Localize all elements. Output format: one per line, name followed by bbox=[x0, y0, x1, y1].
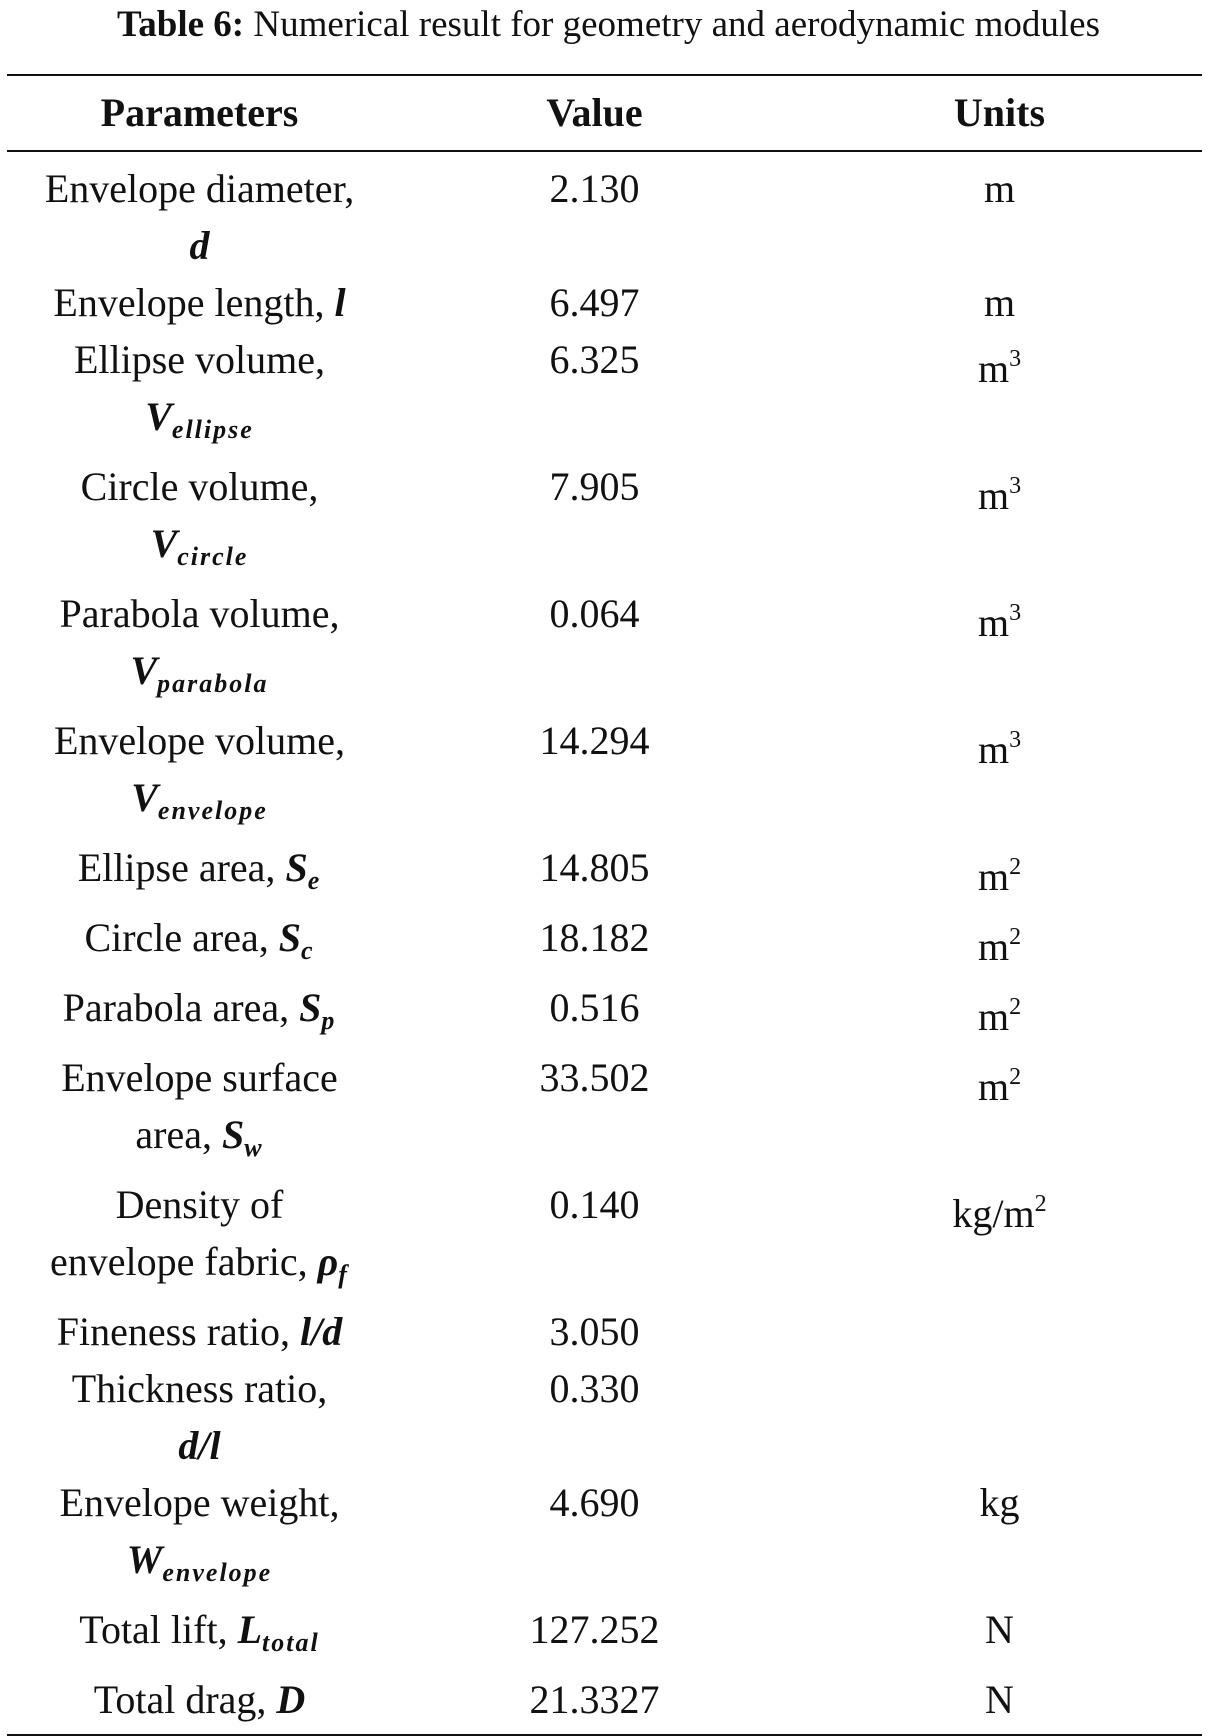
parameter-cell bbox=[7, 1176, 392, 1303]
parameter-subscript: envelope bbox=[157, 796, 268, 825]
parameter-name: Envelope weight, bbox=[59, 1480, 340, 1525]
table-row bbox=[7, 1303, 1202, 1360]
units-cell: $kg/m^2$ bbox=[952, 1191, 1047, 1236]
unit-exponent: 2 bbox=[1009, 924, 1022, 950]
table-row bbox=[7, 1474, 1202, 1601]
units-cell: $m^2$ bbox=[977, 924, 1022, 969]
value-cell: 127.252 bbox=[529, 1607, 660, 1652]
parameter-cell bbox=[7, 1474, 392, 1601]
parameter-symbol: $W_{envelope}$ bbox=[126, 1537, 273, 1587]
table-header-row bbox=[7, 76, 1202, 150]
table-body bbox=[7, 152, 1202, 1734]
table-row bbox=[7, 1360, 1202, 1474]
parameter-subscript: ellipse bbox=[171, 415, 254, 444]
value-cell: 14.805 bbox=[539, 845, 650, 890]
parameter-name: Thickness ratio, bbox=[71, 1366, 328, 1411]
parameter-symbol: $V_{parabola}$ bbox=[130, 648, 269, 698]
parameter-name: Density of bbox=[115, 1182, 284, 1227]
units-cell bbox=[797, 1360, 1202, 1474]
table-row bbox=[7, 909, 1202, 979]
parameter-cell bbox=[7, 1360, 392, 1474]
parameter-cell bbox=[7, 1049, 392, 1176]
parameter-name: Envelope volume, bbox=[53, 718, 346, 763]
parameter-name: Envelope surface bbox=[61, 1055, 338, 1100]
table-row bbox=[7, 458, 1202, 585]
table-row bbox=[7, 274, 1202, 331]
parameter-name: Parabola volume, bbox=[59, 591, 340, 636]
unit-exponent: 3 bbox=[1009, 473, 1022, 499]
units-cell: $m^2$ bbox=[977, 854, 1022, 899]
table-row bbox=[7, 712, 1202, 839]
value-cell: 14.294 bbox=[539, 718, 650, 763]
parameter-symbol: $V_{circle}$ bbox=[150, 521, 249, 571]
parameter-subscript: parabola bbox=[157, 669, 269, 698]
unit-exponent: 3 bbox=[1009, 600, 1022, 626]
table-row bbox=[7, 979, 1202, 1049]
value-cell: 21.3327 bbox=[529, 1677, 660, 1722]
value-cell: 0.330 bbox=[549, 1366, 640, 1411]
value-cell: 3.050 bbox=[549, 1309, 640, 1354]
unit-exponent: 3 bbox=[1009, 727, 1022, 753]
parameter-symbol: $L_{total}$ bbox=[237, 1607, 320, 1657]
value-cell: 0.516 bbox=[549, 985, 640, 1030]
value-cell: 6.325 bbox=[549, 337, 640, 382]
value-cell: 7.905 bbox=[549, 464, 640, 509]
parameter-name: Fineness ratio, bbox=[56, 1309, 301, 1354]
parameter-symbol: d bbox=[189, 223, 210, 268]
value-cell: 4.690 bbox=[549, 1480, 640, 1525]
parameter-name-cont: envelope fabric, bbox=[50, 1239, 318, 1284]
parameter-subscript: p bbox=[321, 1006, 337, 1035]
parameter-symbol: $\rho_f$ bbox=[317, 1239, 349, 1289]
parameter-name: Circle volume, bbox=[80, 464, 319, 509]
units-cell bbox=[797, 1303, 1202, 1360]
value-cell: 2.130 bbox=[549, 166, 640, 211]
parameter-subscript: circle bbox=[177, 542, 249, 571]
parameter-symbol: $S_p$ bbox=[299, 985, 337, 1035]
parameter-cell bbox=[7, 712, 392, 839]
table-caption bbox=[0, 0, 1217, 48]
units-cell: m bbox=[983, 280, 1016, 325]
results-table bbox=[7, 74, 1202, 1736]
parameter-subscript: w bbox=[244, 1133, 264, 1162]
parameter-cell bbox=[7, 274, 392, 331]
value-cell: 6.497 bbox=[549, 280, 640, 325]
header-units: Units bbox=[953, 90, 1046, 135]
parameter-cell bbox=[7, 839, 392, 909]
units-cell: N bbox=[985, 1677, 1014, 1722]
parameter-symbol: $V_{ellipse}$ bbox=[145, 394, 254, 444]
value-cell: 0.064 bbox=[549, 591, 640, 636]
parameter-cell bbox=[7, 1303, 392, 1360]
table-row bbox=[7, 1176, 1202, 1303]
unit-exponent: 2 bbox=[1034, 1191, 1047, 1217]
parameter-name: Ellipse area, bbox=[77, 845, 286, 890]
units-cell: $m^2$ bbox=[977, 994, 1022, 1039]
parameter-name-cont: area, bbox=[135, 1112, 222, 1157]
parameter-name: Total lift, bbox=[79, 1607, 238, 1652]
units-cell: $m^3$ bbox=[977, 346, 1022, 391]
parameter-cell bbox=[7, 979, 392, 1049]
parameter-cell bbox=[7, 1601, 392, 1671]
parameter-name: Parabola area, bbox=[62, 985, 300, 1030]
header-parameters: Parameters bbox=[100, 90, 299, 135]
parameter-symbol: $S_c$ bbox=[278, 915, 315, 965]
parameter-subscript: total bbox=[262, 1628, 320, 1657]
units-cell: $m^3$ bbox=[977, 473, 1022, 518]
units-cell: N bbox=[985, 1607, 1014, 1652]
value-cell: 18.182 bbox=[539, 915, 650, 960]
parameter-subscript: e bbox=[307, 866, 322, 895]
parameter-symbol: l/d bbox=[300, 1309, 343, 1354]
table-row bbox=[7, 1601, 1202, 1671]
parameter-symbol: d/l bbox=[178, 1423, 221, 1468]
parameter-symbol: D bbox=[276, 1677, 306, 1722]
table-row bbox=[7, 331, 1202, 458]
units-cell: $m^3$ bbox=[977, 727, 1022, 772]
units-cell: $m^3$ bbox=[977, 600, 1022, 645]
parameter-subscript: c bbox=[301, 936, 315, 965]
units-cell: $m^2$ bbox=[977, 1064, 1022, 1109]
unit-exponent: 2 bbox=[1009, 994, 1022, 1020]
unit-exponent: 2 bbox=[1009, 1064, 1022, 1090]
caption-text: Numerical result for geometry and aerodynamic modules bbox=[244, 4, 1100, 45]
parameter-name: Total drag, bbox=[93, 1677, 277, 1722]
table-row bbox=[7, 160, 1202, 274]
parameter-subscript: f bbox=[338, 1260, 349, 1289]
units-cell: kg bbox=[979, 1480, 1020, 1525]
parameter-symbol: $S_w$ bbox=[222, 1112, 264, 1162]
parameter-symbol: $V_{envelope}$ bbox=[131, 775, 268, 825]
parameter-name: Envelope length, bbox=[53, 280, 335, 325]
value-cell: 33.502 bbox=[539, 1055, 650, 1100]
table-row bbox=[7, 1671, 1202, 1728]
parameter-symbol: $S_e$ bbox=[285, 845, 322, 895]
unit-exponent: 2 bbox=[1009, 854, 1022, 880]
parameter-cell bbox=[7, 1671, 392, 1728]
parameter-cell bbox=[7, 585, 392, 712]
parameter-cell bbox=[7, 458, 392, 585]
parameter-cell bbox=[7, 909, 392, 979]
parameter-symbol: l bbox=[334, 280, 346, 325]
header-value: Value bbox=[546, 90, 643, 135]
units-cell: m bbox=[983, 166, 1016, 211]
caption-label: Table 6: bbox=[117, 4, 245, 45]
table-row bbox=[7, 585, 1202, 712]
parameter-cell bbox=[7, 160, 392, 274]
parameter-cell bbox=[7, 331, 392, 458]
parameter-name: Ellipse volume, bbox=[73, 337, 326, 382]
parameter-subscript: envelope bbox=[162, 1558, 273, 1587]
value-cell: 0.140 bbox=[549, 1182, 640, 1227]
unit-exponent: 3 bbox=[1009, 346, 1022, 372]
table-row bbox=[7, 839, 1202, 909]
table-row bbox=[7, 1049, 1202, 1176]
parameter-name: Circle area, bbox=[84, 915, 279, 960]
parameter-name: Envelope diameter, bbox=[44, 166, 355, 211]
